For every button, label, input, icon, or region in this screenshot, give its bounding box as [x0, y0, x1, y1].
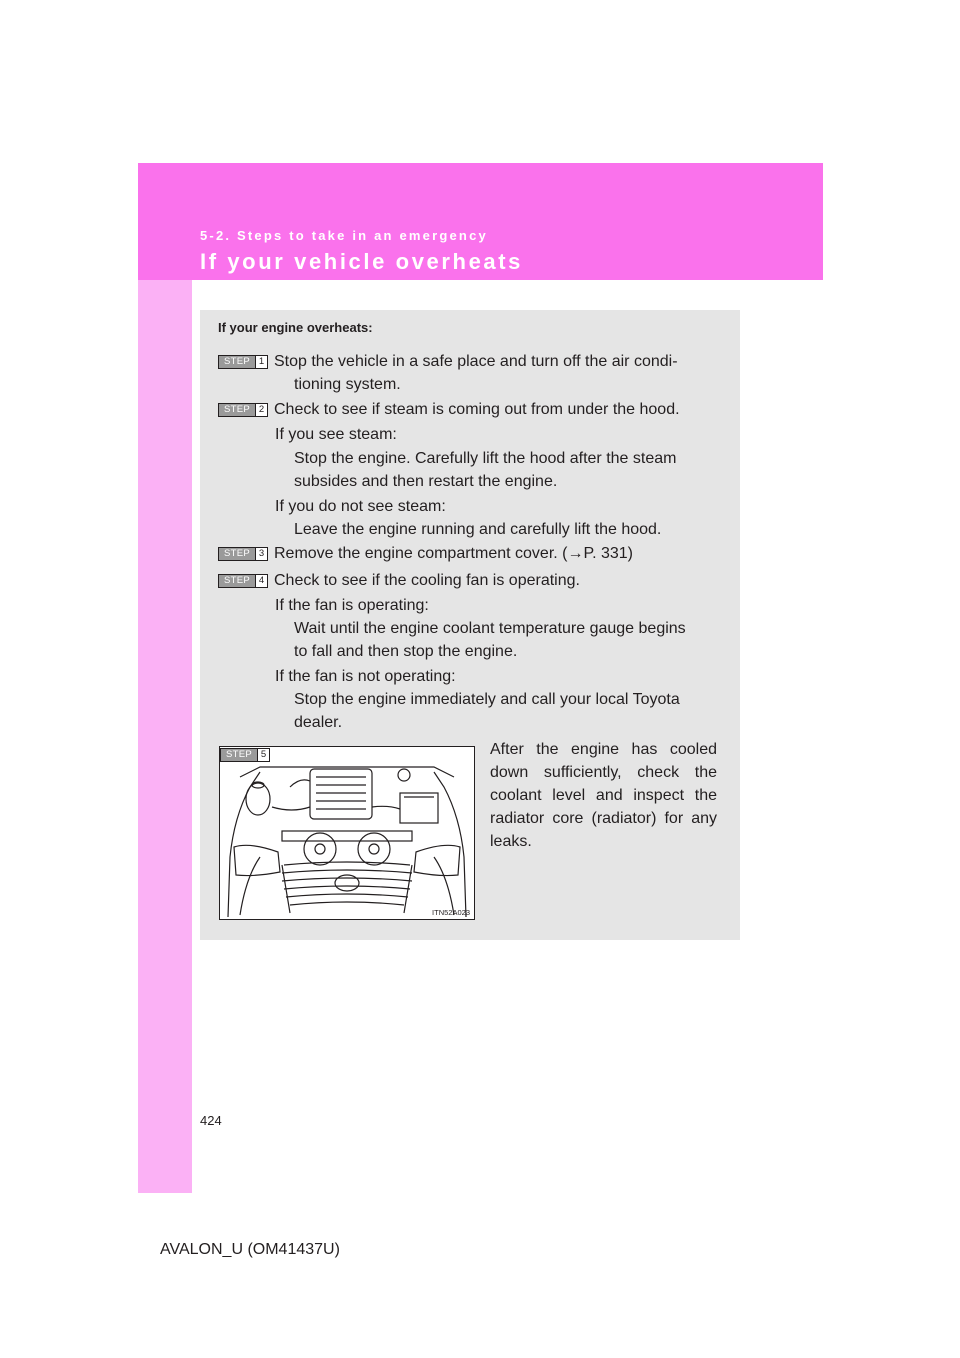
step-word: STEP [223, 404, 250, 415]
step-5-text: After the engine has cooled down sufficiently, check the coolant level and inspect the radiator core (radiator) for any leaks. [490, 741, 717, 850]
step-3-badge [218, 547, 268, 561]
page-title: If your vehicle overheats [200, 249, 523, 274]
step-4-badge [218, 574, 268, 588]
engine-bay-illustration [219, 746, 475, 920]
step-1-text: Stop the vehicle in a safe place and turn off the air condi- [274, 353, 678, 370]
step-4-case-1-condition: If the fan is operating: [275, 597, 429, 614]
step-number: 5 [257, 749, 269, 761]
step-word: STEP [223, 548, 250, 559]
step-4-case-1-text-cont: to fall and then stop the engine. [294, 643, 518, 660]
step-word: STEP [223, 356, 250, 367]
step-4-case-1-text: Wait until the engine coolant temperature gauge begins [294, 620, 686, 637]
step-number: 1 [255, 356, 267, 368]
step-word: STEP [225, 749, 252, 760]
step-number: 2 [255, 404, 267, 416]
step-4-case-2-text: Stop the engine immediately and call your local Toyota [294, 691, 680, 708]
step-4-case-2-text-cont: dealer. [294, 714, 343, 731]
step-1-badge [218, 355, 268, 369]
step-3-text: Remove the engine compartment cover. (→P. 331) [274, 545, 633, 562]
step-2-text: Check to see if steam is coming out from under the hood. [274, 401, 680, 418]
step-number: 3 [255, 548, 267, 560]
step-4-case-2-condition: If the fan is not operating: [275, 668, 456, 685]
section-label: 5-2. Steps to take in an emergency [200, 228, 488, 243]
step-2-badge [218, 403, 268, 417]
step-2-case-2-text: Leave the engine running and carefully lift the hood. [294, 521, 662, 538]
figure-code: ITN52A023 [432, 908, 470, 917]
step-1-text-cont: tioning system. [294, 376, 401, 393]
step-2-case-2-condition: If you do not see steam: [275, 498, 446, 515]
step-2-case-1-condition: If you see steam: [275, 426, 397, 443]
footer-code: AVALON_U (OM41437U) [160, 1241, 340, 1258]
side-strip [138, 163, 192, 1193]
engine-bay-drawing [220, 747, 474, 919]
step-4-text: Check to see if the cooling fan is operating. [274, 572, 580, 589]
step-2-case-1-text-cont: subsides and then restart the engine. [294, 473, 558, 490]
page-number: 424 [200, 1113, 222, 1128]
step-word: STEP [223, 575, 250, 586]
intro-text: If your engine overheats: [218, 320, 373, 335]
step-2-case-1-text: Stop the engine. Carefully lift the hood after the steam [294, 450, 677, 467]
step-number: 4 [255, 575, 267, 587]
step-5-badge [220, 748, 270, 762]
